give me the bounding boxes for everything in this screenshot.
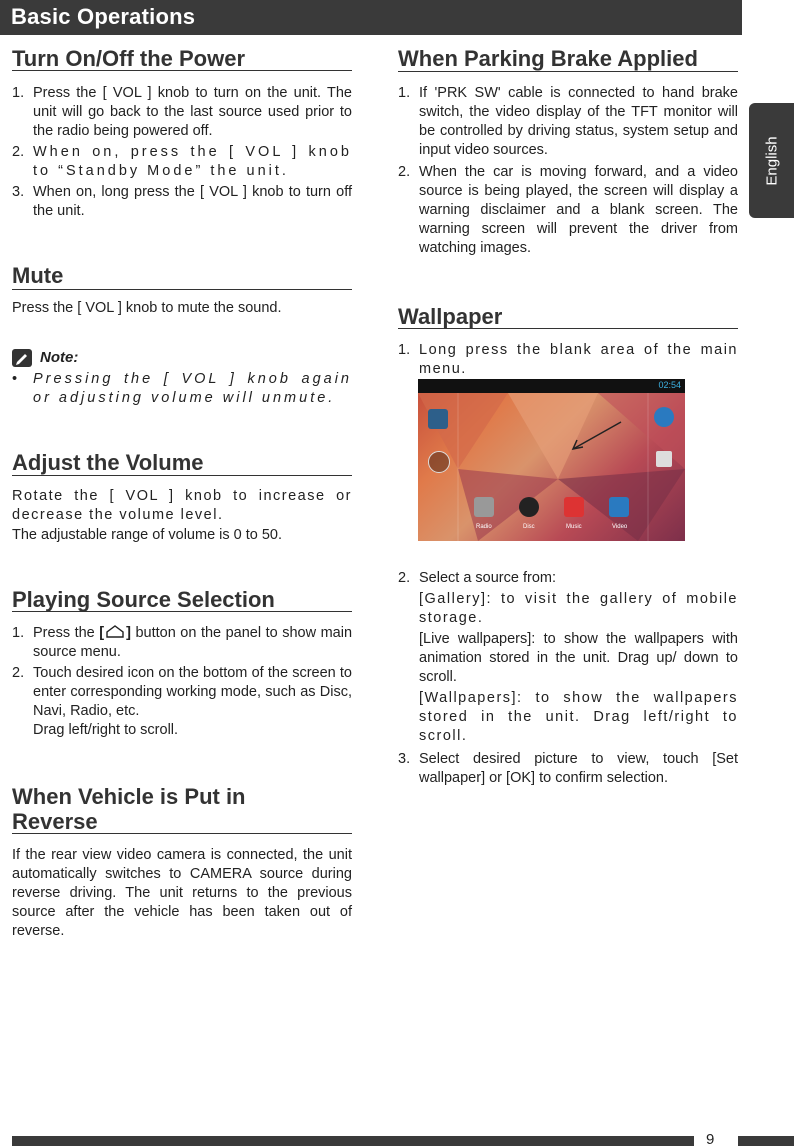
navi-icon[interactable] — [656, 451, 672, 467]
source-heading-rule — [12, 611, 352, 612]
dock-label-radio: Radio — [476, 524, 492, 530]
volume-text-1: Rotate the [ VOL ] knob to increase or decrease the volume level. — [12, 488, 352, 523]
power-item-2-text: When on, press the [ VOL ] knob to “Standby Mode” the unit. — [33, 144, 352, 179]
source-item-1-bracket-close: ] — [126, 625, 131, 641]
source-item-2-text: Touch desired icon on the bottom of the screen to enter corresponding working mode, such as Disc, Navi, Radio, etc. — [33, 665, 352, 719]
power-item-1 — [12, 84, 352, 141]
source-item-1-body — [33, 624, 352, 662]
apps-grid-icon[interactable] — [428, 451, 450, 473]
radio-app-icon[interactable] — [474, 497, 494, 517]
wallpaper-item-3 — [398, 750, 738, 788]
source-item-2-body — [33, 664, 352, 740]
wallpaper-item-2-text: Select a source from: — [419, 570, 556, 586]
wallpaper-option-gallery: [Gallery]: to visit the gallery of mobile storage. — [419, 591, 738, 626]
reverse-heading-line-1: When Vehicle is Put in — [12, 784, 246, 809]
parking-item-2 — [398, 163, 738, 258]
status-bar — [418, 379, 685, 393]
wallpaper-item-2-num: 2. — [398, 570, 411, 586]
settings-widget-icon[interactable] — [428, 409, 448, 429]
mute-heading-rule — [12, 289, 352, 290]
note-label: Note: — [40, 349, 79, 366]
music-app-icon[interactable] — [564, 497, 584, 517]
wallpaper-option-live: [Live wallpapers]: to show the wallpapers with animation stored in the unit. Drag up/ down to scroll. — [419, 631, 738, 685]
power-item-1-num: 1. — [12, 85, 25, 101]
power-item-2 — [12, 143, 352, 181]
source-item-1-pre: Press the — [33, 625, 100, 641]
wallpaper-item-1-num: 1. — [398, 342, 411, 358]
power-heading-rule — [12, 70, 352, 71]
power-item-1-text: Press the [ VOL ] knob to turn on the unit. The unit will go back to the last source used prior to the radio being powered off. — [33, 85, 352, 139]
wallpaper-item-1 — [398, 341, 738, 379]
dock-label-disc: Disc — [523, 524, 535, 530]
video-app-icon[interactable] — [609, 497, 629, 517]
parking-heading: When Parking Brake Applied — [398, 46, 698, 71]
page-title: Basic Operations — [11, 4, 196, 29]
wallpaper-option-wallpapers: [Wallpapers]: to show the wallpapers stored in the unit. Drag left/right to scroll. — [419, 690, 738, 744]
source-item-1-num: 1. — [12, 625, 25, 641]
parking-item-2-text: When the car is moving forward, and a video source is being played, the screen will display a warning disclaimer and a blank screen. The warning screen will prevent the driver from watching images. — [419, 164, 738, 256]
disc-app-icon[interactable] — [519, 497, 539, 517]
volume-heading: Adjust the Volume — [12, 450, 204, 475]
source-item-2-extra: Drag left/right to scroll. — [33, 722, 179, 738]
power-item-3-text: When on, long press the [ VOL ] knob to turn off the unit. — [33, 184, 352, 219]
reverse-heading-line-2: Reverse — [12, 809, 98, 834]
source-item-2 — [12, 664, 352, 740]
mute-heading: Mute — [12, 263, 64, 288]
volume-heading-rule — [12, 475, 352, 476]
power-heading: Turn On/Off the Power — [12, 46, 246, 71]
parking-heading-rule — [398, 71, 738, 72]
note-body: Pressing the [ VOL ] knob again or adjusting volume will unmute. — [33, 371, 352, 406]
reverse-heading-rule — [12, 833, 352, 834]
home-icon — [104, 625, 126, 639]
volume-text-2: The adjustable range of volume is 0 to 50. — [12, 527, 283, 543]
parking-item-1-num: 1. — [398, 85, 411, 101]
wallpaper-heading: Wallpaper — [398, 304, 503, 329]
parking-item-2-num: 2. — [398, 164, 411, 180]
parking-item-1-text: If 'PRK SW' cable is connected to hand brake switch, the video display of the TFT monitor will be controlled by driving status, system setup and input video sources. — [419, 85, 738, 158]
status-clock: 02:54 — [658, 380, 681, 390]
parking-item-1 — [398, 84, 738, 160]
power-item-3-num: 3. — [12, 184, 25, 200]
page-number: 9 — [706, 1131, 715, 1148]
source-item-1-post: button on the panel to show main source menu. — [33, 625, 353, 660]
wallpaper-item-1-text: Long press the blank area of the main menu. — [419, 342, 738, 377]
note-pencil-icon — [12, 349, 32, 367]
browser-globe-icon[interactable] — [654, 407, 674, 427]
wallpaper-item-2 — [398, 569, 738, 588]
power-item-2-num: 2. — [12, 144, 25, 160]
source-item-1-bracket-open: [ — [99, 625, 105, 641]
dock-label-video: Video — [612, 524, 628, 530]
language-label: English — [763, 135, 780, 186]
source-item-2-num: 2. — [12, 665, 25, 681]
wallpaper-heading-rule — [398, 328, 738, 329]
dock-label-music: Music — [566, 524, 582, 530]
mute-text: Press the [ VOL ] knob to mute the sound. — [12, 300, 282, 316]
wallpaper-item-3-num: 3. — [398, 751, 411, 767]
source-item-1 — [12, 624, 352, 662]
footer-bar-right — [738, 1136, 794, 1146]
wallpaper-item-3-text: Select desired picture to view, touch [Set wallpaper] or [OK] to confirm selection. — [419, 751, 738, 786]
source-heading: Playing Source Selection — [12, 587, 275, 612]
note-bullet: • — [12, 371, 18, 387]
footer-bar-left — [12, 1136, 694, 1146]
reverse-text: If the rear view video camera is connected, the unit automatically switches to CAMERA source during reverse driving. The unit returns to the previous source after the vehicle has been taken out of reverse. — [12, 847, 352, 939]
main-menu-screenshot — [418, 379, 685, 541]
language-tab — [749, 103, 794, 218]
power-item-3 — [12, 183, 352, 221]
note-text — [12, 370, 352, 408]
